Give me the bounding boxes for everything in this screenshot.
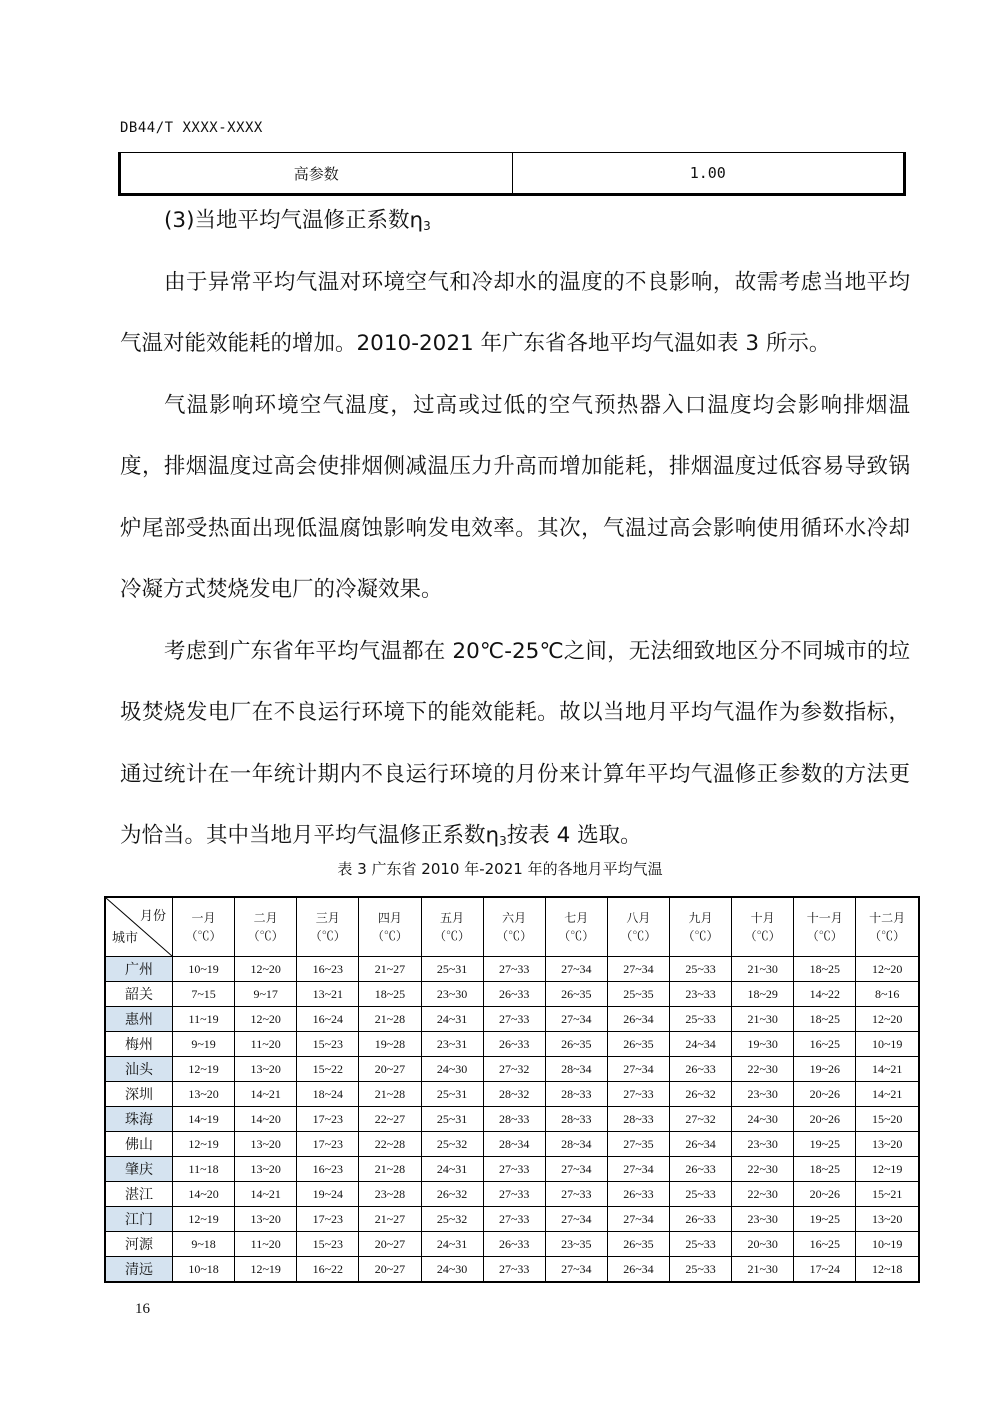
unit-label: （℃） [434, 929, 471, 943]
temperature-cell: 12~18 [856, 1257, 919, 1283]
table-row [105, 982, 919, 1007]
temperature-cell: 20~26 [794, 1082, 856, 1107]
temperature-cell: 23~35 [545, 1232, 607, 1257]
temperature-cell: 25~31 [421, 1082, 483, 1107]
temperature-cell: 26~33 [670, 1207, 732, 1232]
temperature-cell: 25~35 [607, 982, 669, 1007]
month-header [545, 897, 607, 957]
temperature-cell: 28~33 [545, 1107, 607, 1132]
temperature-cell: 20~26 [794, 1182, 856, 1207]
unit-label: （℃） [496, 929, 533, 943]
paragraph-3: 考虑到广东省年平均气温都在 20℃-25℃之间，无法细致地区分不同城市的垃圾焚烧发电厂在不良运行环境下的能效能耗。故以当地月平均气温作为参数指标，通过统计在一年统计期内不良运行环境的月份来计算年平均气温修正参数的方法更为恰当。其中当地月平均气温修正系数$\eta_3$按表 4 选取。 [120, 638, 910, 848]
temperature-cell: 16~25 [794, 1232, 856, 1257]
temperature-cell: 28~32 [483, 1082, 545, 1107]
temperature-cell: 12~19 [173, 1207, 235, 1232]
temperature-cell: 27~34 [545, 1207, 607, 1232]
temperature-cell: 25~33 [670, 1232, 732, 1257]
temperature-cell: 26~34 [607, 1007, 669, 1032]
temperature-cell: 27~34 [545, 957, 607, 982]
temperature-cell: 11~18 [173, 1157, 235, 1182]
temperature-cell: 18~29 [732, 982, 794, 1007]
temperature-cell: 22~30 [732, 1182, 794, 1207]
temperature-cell: 14~21 [235, 1182, 297, 1207]
temperature-cell: 21~28 [359, 1157, 421, 1182]
temperature-cell: 22~28 [359, 1132, 421, 1157]
temperature-cell: 27~33 [483, 957, 545, 982]
month-header [670, 897, 732, 957]
city-cell: 珠海 [105, 1107, 173, 1132]
unit-label: （℃） [247, 929, 284, 943]
temperature-cell: 16~23 [297, 957, 359, 982]
month-label: 五月 [440, 911, 465, 925]
temperature-cell: 15~20 [856, 1107, 919, 1132]
table-row [105, 1057, 919, 1082]
temperature-cell: 28~33 [545, 1082, 607, 1107]
table-row [105, 957, 919, 982]
temperature-cell: 28~34 [483, 1132, 545, 1157]
temperature-cell: 25~32 [421, 1132, 483, 1157]
section-heading: (3)当地平均气温修正系数$\eta_3$ [164, 208, 431, 233]
temperature-cell: 23~31 [421, 1032, 483, 1057]
unit-label: （℃） [806, 929, 843, 943]
temperature-cell: 22~30 [732, 1057, 794, 1082]
temperature-cell: 22~27 [359, 1107, 421, 1132]
table-header-row [105, 897, 919, 957]
temperature-cell: 21~30 [732, 957, 794, 982]
month-header [607, 897, 669, 957]
unit-label: （℃） [185, 929, 222, 943]
temperature-cell: 20~27 [359, 1257, 421, 1283]
table-row [105, 1107, 919, 1132]
city-cell: 湛江 [105, 1182, 173, 1207]
month-header [856, 897, 919, 957]
temperature-cell: 24~34 [670, 1032, 732, 1057]
temperature-cell: 14~22 [794, 982, 856, 1007]
temperature-cell: 26~34 [670, 1132, 732, 1157]
temperature-cell: 12~19 [856, 1157, 919, 1182]
temperature-cell: 20~27 [359, 1232, 421, 1257]
paragraph-2: 气温影响环境空气温度，过高或过低的空气预热器入口温度均会影响排烟温度，排烟温度过高会使排烟侧减温压力升高而增加能耗，排烟温度过低容易导致锅炉尾部受热面出现低温腐蚀影响发电效率。其次，气温过高会影响使用循环水冷却冷凝方式焚烧发电厂的冷凝效果。 [120, 392, 910, 602]
unit-label: （℃） [371, 929, 408, 943]
temperature-cell: 12~19 [235, 1257, 297, 1283]
temperature-cell: 27~35 [607, 1132, 669, 1157]
unit-label: （℃） [744, 929, 781, 943]
corner-header [105, 897, 173, 957]
temperature-cell: 27~33 [483, 1157, 545, 1182]
temperature-cell: 13~20 [856, 1207, 919, 1232]
temperature-cell: 21~28 [359, 1007, 421, 1032]
table-row [105, 1032, 919, 1057]
temperature-cell: 25~33 [670, 1182, 732, 1207]
temperature-cell: 26~35 [545, 1032, 607, 1057]
temperature-cell: 23~30 [732, 1082, 794, 1107]
temperature-cell: 20~27 [359, 1057, 421, 1082]
unit-label: （℃） [682, 929, 719, 943]
temperature-cell: 12~19 [173, 1057, 235, 1082]
temperature-cell: 14~20 [173, 1182, 235, 1207]
temperature-cell: 9~17 [235, 982, 297, 1007]
month-header [235, 897, 297, 957]
city-cell: 广州 [105, 957, 173, 982]
temperature-cell: 25~33 [670, 957, 732, 982]
temperature-cell: 27~34 [545, 1257, 607, 1283]
month-label: 七月 [564, 911, 589, 925]
temperature-cell: 25~31 [421, 957, 483, 982]
temperature-cell: 26~33 [483, 982, 545, 1007]
temperature-cell: 27~34 [607, 957, 669, 982]
temperature-cell: 26~32 [670, 1082, 732, 1107]
table-row [105, 1157, 919, 1182]
temperature-cell: 24~30 [421, 1057, 483, 1082]
table-row [105, 1082, 919, 1107]
unit-label: （℃） [869, 929, 906, 943]
month-header [483, 897, 545, 957]
month-label: 一月 [191, 911, 216, 925]
temperature-cell: 27~33 [483, 1007, 545, 1032]
temperature-cell: 13~20 [235, 1057, 297, 1082]
temperature-cell: 11~20 [235, 1232, 297, 1257]
temperature-cell: 26~33 [483, 1232, 545, 1257]
temperature-cell: 12~20 [235, 1007, 297, 1032]
month-label: 十一月 [806, 911, 843, 925]
table-row [105, 1257, 919, 1283]
temperature-cell: 14~20 [235, 1107, 297, 1132]
temperature-cell: 13~20 [173, 1082, 235, 1107]
temperature-cell: 10~19 [856, 1032, 919, 1057]
temperature-cell: 14~19 [173, 1107, 235, 1132]
temperature-cell: 17~23 [297, 1207, 359, 1232]
city-cell: 肇庆 [105, 1157, 173, 1182]
temperature-cell: 18~25 [794, 957, 856, 982]
temperature-cell: 26~35 [607, 1232, 669, 1257]
temperature-cell: 13~20 [235, 1207, 297, 1232]
document-code: DB44/T XXXX-XXXX [120, 120, 263, 136]
month-label: 六月 [502, 911, 527, 925]
temperature-cell: 27~34 [607, 1207, 669, 1232]
temperature-cell: 10~19 [856, 1232, 919, 1257]
temperature-cell: 21~28 [359, 1082, 421, 1107]
table-row [105, 1007, 919, 1032]
month-label: 二月 [253, 911, 278, 925]
unit-label: （℃） [558, 929, 595, 943]
temperature-cell: 21~30 [732, 1007, 794, 1032]
corner-month-label: 月份 [139, 909, 166, 924]
temperature-cell: 7~15 [173, 982, 235, 1007]
parameter-value: 1.00 [512, 153, 905, 195]
temperature-cell: 19~26 [794, 1057, 856, 1082]
month-label: 四月 [377, 911, 402, 925]
temperature-cell: 15~21 [856, 1182, 919, 1207]
temperature-cell: 16~23 [297, 1157, 359, 1182]
temperature-cell: 24~31 [421, 1157, 483, 1182]
temperature-cell: 27~33 [483, 1257, 545, 1283]
month-header [173, 897, 235, 957]
temperature-cell: 16~24 [297, 1007, 359, 1032]
corner-city-label: 城市 [112, 931, 139, 946]
document-body [120, 190, 910, 867]
city-cell: 清远 [105, 1257, 173, 1283]
temperature-cell: 18~25 [794, 1007, 856, 1032]
temperature-cell: 27~33 [483, 1182, 545, 1207]
temperature-cell: 14~21 [856, 1057, 919, 1082]
temperature-cell: 18~24 [297, 1082, 359, 1107]
month-header [297, 897, 359, 957]
temperature-cell: 27~32 [670, 1107, 732, 1132]
temperature-cell: 28~33 [483, 1107, 545, 1132]
temperature-cell: 28~34 [545, 1057, 607, 1082]
temperature-cell: 28~34 [545, 1132, 607, 1157]
temperature-cell: 12~20 [856, 1007, 919, 1032]
temperature-cell: 17~24 [794, 1257, 856, 1283]
temperature-cell: 19~28 [359, 1032, 421, 1057]
city-cell: 汕头 [105, 1057, 173, 1082]
city-cell: 佛山 [105, 1132, 173, 1157]
temperature-cell: 17~23 [297, 1107, 359, 1132]
city-cell: 梅州 [105, 1032, 173, 1057]
temperature-cell: 13~20 [235, 1157, 297, 1182]
month-label: 八月 [626, 911, 651, 925]
temperature-cell: 27~33 [545, 1182, 607, 1207]
temperature-cell: 19~25 [794, 1207, 856, 1232]
month-label: 十月 [750, 911, 775, 925]
temperature-cell: 15~22 [297, 1057, 359, 1082]
table-row [105, 1132, 919, 1157]
temperature-cell: 23~30 [732, 1132, 794, 1157]
month-header [732, 897, 794, 957]
temperature-cell: 12~20 [235, 957, 297, 982]
temperature-cell: 26~33 [670, 1057, 732, 1082]
temperature-cell: 12~19 [173, 1132, 235, 1157]
temperature-cell: 17~23 [297, 1132, 359, 1157]
temperature-cell: 25~33 [670, 1007, 732, 1032]
temperature-cell: 26~35 [545, 982, 607, 1007]
month-label: 三月 [315, 911, 340, 925]
month-label: 十二月 [869, 911, 906, 925]
temperature-cell: 25~31 [421, 1107, 483, 1132]
temperature-cell: 21~30 [732, 1257, 794, 1283]
temperature-cell: 26~34 [607, 1257, 669, 1283]
temperature-cell: 22~30 [732, 1157, 794, 1182]
table-caption: 表 3 广东省 2010 年-2021 年的各地月平均气温 [337, 860, 663, 878]
temperature-cell: 15~23 [297, 1232, 359, 1257]
temperature-cell: 18~25 [794, 1157, 856, 1182]
unit-label: （℃） [309, 929, 346, 943]
parameter-label: 高参数 [120, 153, 513, 195]
temperature-cell: 19~25 [794, 1132, 856, 1157]
table-row [120, 153, 905, 195]
temperature-cell: 27~34 [607, 1057, 669, 1082]
city-cell: 深圳 [105, 1082, 173, 1107]
month-header [794, 897, 856, 957]
temperature-cell: 14~21 [235, 1082, 297, 1107]
page-number: 16 [135, 1301, 150, 1317]
temperature-cell: 26~33 [483, 1032, 545, 1057]
city-cell: 惠州 [105, 1007, 173, 1032]
city-cell: 韶关 [105, 982, 173, 1007]
temperature-cell: 25~32 [421, 1207, 483, 1232]
temperature-cell: 26~35 [607, 1032, 669, 1057]
temperature-cell: 20~26 [794, 1107, 856, 1132]
temperature-cell: 13~21 [297, 982, 359, 1007]
temperature-cell: 23~28 [359, 1182, 421, 1207]
temperature-cell: 10~18 [173, 1257, 235, 1283]
temperature-cell: 27~32 [483, 1057, 545, 1082]
temperature-cell: 12~20 [856, 957, 919, 982]
temperature-cell: 25~33 [670, 1257, 732, 1283]
temperature-cell: 21~27 [359, 957, 421, 982]
temperature-cell: 28~33 [607, 1107, 669, 1132]
table-body [105, 957, 919, 1283]
temperature-cell: 23~33 [670, 982, 732, 1007]
temperature-cell: 15~23 [297, 1032, 359, 1057]
temperature-cell: 9~18 [173, 1232, 235, 1257]
temperature-cell: 27~34 [607, 1157, 669, 1182]
table-row [105, 1182, 919, 1207]
temperature-cell: 14~21 [856, 1082, 919, 1107]
temperature-cell: 21~27 [359, 1207, 421, 1232]
temperature-cell: 24~31 [421, 1007, 483, 1032]
temperature-cell: 27~33 [483, 1207, 545, 1232]
temperature-cell: 8~16 [856, 982, 919, 1007]
temperature-cell: 19~30 [732, 1032, 794, 1057]
table-row [105, 1207, 919, 1232]
temperature-cell: 26~32 [421, 1182, 483, 1207]
temperature-cell: 18~25 [359, 982, 421, 1007]
temperature-cell: 24~30 [421, 1257, 483, 1283]
temperature-cell: 24~31 [421, 1232, 483, 1257]
temperature-cell: 11~20 [235, 1032, 297, 1057]
month-header [359, 897, 421, 957]
temperature-cell: 26~33 [670, 1157, 732, 1182]
temperature-cell: 27~33 [607, 1082, 669, 1107]
city-cell: 江门 [105, 1207, 173, 1232]
temperature-cell: 16~22 [297, 1257, 359, 1283]
monthly-temperature-table [104, 896, 920, 1283]
temperature-cell: 16~25 [794, 1032, 856, 1057]
temperature-cell: 27~34 [545, 1007, 607, 1032]
city-cell: 河源 [105, 1232, 173, 1257]
temperature-cell: 23~30 [421, 982, 483, 1007]
temperature-cell: 13~20 [235, 1132, 297, 1157]
paragraph-1: 由于异常平均气温对环境空气和冷却水的温度的不良影响，故需考虑当地平均气温对能效能耗的增加。2010-2021 年广东省各地平均气温如表 3 所示。 [120, 269, 910, 356]
table-row [105, 1232, 919, 1257]
temperature-cell: 9~19 [173, 1032, 235, 1057]
temperature-cell: 19~24 [297, 1182, 359, 1207]
temperature-cell: 10~19 [173, 957, 235, 982]
month-label: 九月 [688, 911, 713, 925]
temperature-cell: 26~33 [607, 1182, 669, 1207]
temperature-cell: 24~30 [732, 1107, 794, 1132]
temperature-cell: 11~19 [173, 1007, 235, 1032]
month-header [421, 897, 483, 957]
temperature-cell: 27~34 [545, 1157, 607, 1182]
unit-label: （℃） [620, 929, 657, 943]
temperature-cell: 20~30 [732, 1232, 794, 1257]
temperature-cell: 23~30 [732, 1207, 794, 1232]
temperature-cell: 13~20 [856, 1132, 919, 1157]
